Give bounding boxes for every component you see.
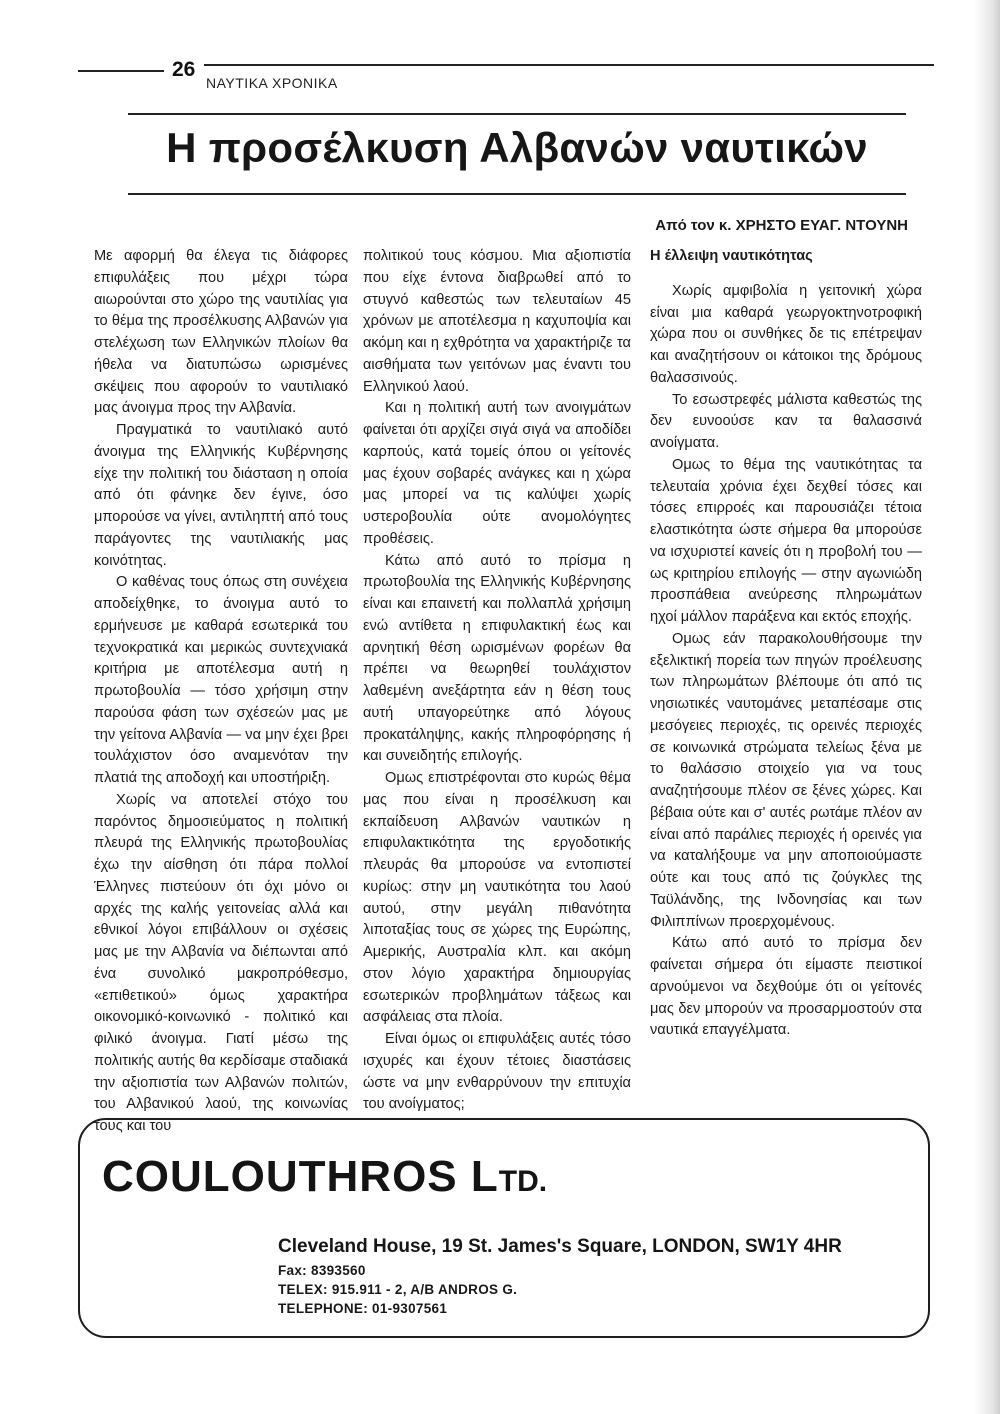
company-telex: TELEX: 915.911 - 2, A/B ANDROS G.	[278, 1282, 518, 1297]
paragraph: Κάτω από αυτό το πρίσμα δεν φαίνεται σήμερα ότι είμαστε πειστικοί αρνούμενοι να δεχθούμε ότι οι γείτονές μας δεν μπορούν να προσαρμοστούν στα ναυτικά επαγγέλματα.	[650, 935, 922, 1039]
paragraph: Ομως εάν παρακολουθήσουμε την εξελικτική πορεία των πηγών προέλευσης των πληρωμάτων βλέπουμε ότι από τις νησιωτικές ναυτομάνες μεταπέσαμε στις μεσόγειες περιοχές, τις ορεινές περιοχές σε κοινωνικά στρώματα τελείως ξένα με το θαλάσσιο στοιχείο για να τους αναζητήσουμε πλέον σε ξένες χώρες. Και βέβαια ούτε και σ' αυτές ρωτάμε πλέον αν είναι από παράλιες περιοχές ή ορεινές για να καταλήξουμε να μην αποποιούμαστε ούτε και τους από τις ζούγκλες της Ταϋλάνδης, της Ινδονησίας και των Φιλιππίνων προερχομένους.	[650, 630, 922, 930]
paragraph: Το εσωστρεφές μάλιστα καθεστώς της δεν ευνοούσε καν τα θαλασσινά ανοίγματα.	[650, 391, 922, 451]
article-title: Η προσέλκυση Αλβανών ναυτικών	[166, 124, 868, 171]
paragraph: Με αφορμή θα έλεγα τις διάφορες επιφυλάξεις που μέχρι τώρα αιωρούνται στο χώρο της ναυτιλίας για το θέμα της προσέλκυσης Αλβανών για στελέχωση των Ελληνικών πλοίων θα ήθελα να διατυπώσω ωρισμένες σκέψεις που αφορούν το ναυτιλιακό μας άνοιγμα προς την Αλβανία.	[94, 248, 348, 417]
section-subheading: Η έλλειψη ναυτικότητας	[650, 248, 813, 264]
paragraph: Χωρίς να αποτελεί στόχο του παρόντος δημοσιεύματος η πολιτική πλευρά της Ελληνικής πρωτοβουλίας έχω την αίσθηση ότι πάρα πολλοί Έλληνες πιστεύουν ότι όχι μόνο οι αρχές της καλής γειτονείας αλλά και εθνικοί λόγοι επιβάλλουν οι σχέσεις μας με την Αλβανία να διέπωνται από ένα συνολικό μακροπρόθεσμο, «επιθετικού» όμως χαρακτήρα οικονομικό-κοινωνικό - πολιτικό και φιλικό άνοιγμα. Γιατί μέσω της πολιτικής αυτής θα κερδίσαμε σταδιακά την αξιοπιστία των Αλβανών πολιτών, του Αλβανικού λαού, της κοινωνίας τους και του	[94, 791, 348, 1134]
title-rule-top	[128, 113, 906, 115]
paragraph: πολιτικού τους κόσμου. Μια αξιοπιστία που είχε έντονα διαβρωθεί από το στυγνό καθεστώς των τελευταίων 45 χρόνων με αποτέλεσμα η καχυποψία και ακόμη και η εχθρότητα να χαρακτήριζε τα αισθήματα των γειτόνων μας έναντι του Ελληνικού λαού.	[363, 248, 631, 395]
byline	[655, 217, 908, 234]
advertisement-box	[78, 1118, 930, 1338]
paragraph: Ο καθένας τους όπως στη συνέχεια αποδείχθηκε, το άνοιγμα αυτό το ερμήνευσε με καθαρά εσωτερικά του τεχνοκρατικά και μερικώς συντεχνιακά κριτήρια με αποτέλεσμα αυτή η πρωτοβουλία — τόσο χρήσιμη στην παρούσα φάση των σχέσεών μας με την γείτονα Αλβανία — να μην έχει βρει τουλάχιστον όσο αναμενόταν την πλατιά της αποδοχή και υποστήριξη.	[94, 574, 348, 786]
paragraph: Και η πολιτική αυτή των ανοιγμάτων φαίνεται ότι αρχίζει σιγά σιγά να αποδίδει καρπούς, κατά τομείς όπου οι γείτονές μας έχουν σοβαρές ανάγκες και η χώρα μας μπορεί να τις καλύψει χωρίς υστεροβουλία ούτε ανομολόγητες προθέσεις.	[363, 400, 631, 547]
page-number: 26	[172, 58, 196, 81]
paragraph: Ομως επιστρέφονται στο κυρώς θέμα μας που είναι η προσέλκυση και εκπαίδευση Αλβανών ναυτικών η επιφυλακτικότητα της εργοδοτικής πλευράς θα μπορούσε να εντοπιστεί κυρίως: στην μη ναυτικότητα του λαού αυτού, στην μεγάλη πιθανότητα λιποταξίας τους σε χώρες της Ευρώπης, Αμερικής, Αυστραλία κλπ. και ακόμη στον λόγιο χαρακτήρα δημιουργίας εσωτερικών προβλημάτων τάξεως και ασφάλειας στα πλοία.	[363, 770, 631, 1026]
article-column-1	[94, 246, 348, 1138]
title-rule-bottom	[128, 193, 906, 195]
company-name-suffix: TD.	[498, 1165, 548, 1198]
header-rule-left	[78, 70, 164, 72]
header-rule-right	[204, 64, 934, 66]
article-column-2	[363, 246, 631, 1116]
company-name	[102, 1152, 547, 1202]
paragraph: Ομως το θέμα της ναυτικότητας τα τελευταία χρόνια έχει δεχθεί τόσες και τόσες επιρροές και παρουσιάζει τέτοια ελαστικότητα ώστε σήμερα θα μπορούσε να ισχυριστεί κανείς ότι η προβολή του — ως κριτηρίου επιλογής — στην αγωνιώδη προσπάθεια ανεύρεσης πληρωμάτων ηχοί μάλλον παράξενα και εκτός εποχής.	[650, 456, 922, 625]
magazine-name: ΝΑΥΤΙΚΑ ΧΡΟΝΙΚΑ	[206, 75, 338, 91]
byline-prefix: Από τον κ.	[655, 217, 732, 234]
company-name-main: COULOUTHROS L	[102, 1152, 499, 1201]
paragraph: Κάτω από αυτό το πρίσμα η πρωτοβουλία της Ελληνικής Κυβέρνησης είναι και επαινετή και πολλαπλά χρήσιμη ενώ αντίθετα η επιφυλακτική έως και αρνητική θέση ωρισμένων φορέων θα πρέπει να θεωρηθεί τουλάχιστον λαθεμένη ανεξάρτητα εάν η θέση τους αυτή υπαγορεύτηκε από λόγους προκατάληψης, κακής πληροφόρησης ή και συνειδητής επιλογής.	[363, 552, 631, 765]
byline-author: ΧΡΗΣΤΟ ΕΥΑΓ. ΝΤΟΥΝΗ	[735, 217, 908, 234]
paragraph: Πραγματικά το ναυτιλιακό αυτό άνοιγμα της Ελληνικής Κυβέρνησης είχε την πολιτική του διάσταση η οποία από ότι φάνηκε δεν έγινε, όσο μπορούσε να γίνει, αντιληπτή από τους παράγοντες της ναυτιλιακής μας κοινότητας.	[94, 422, 348, 569]
article-column-3	[650, 246, 922, 1042]
company-telephone: TELEPHONE: 01-9307561	[278, 1301, 448, 1316]
company-fax: Fax: 8393560	[278, 1263, 366, 1278]
page-edge-shadow	[974, 0, 1000, 1414]
company-address: Cleveland House, 19 St. James's Square, LONDON, SW1Y 4HR	[278, 1236, 842, 1257]
paragraph: Είναι όμως οι επιφυλάξεις αυτές τόσο ισχυρές και έχουν τέτοιες διαστάσεις ώστε να μην ενθαρρύνουν την επιτυχία του ανοίγματος;	[363, 1031, 631, 1113]
paragraph: Χωρίς αμφιβολία η γειτονική χώρα είναι μια καθαρά γεωργοκτηνοτροφική χώρα που οι συνθήκες δε τις επέτρεψαν και αναζητήσουν οι κάτοικοι της δρόμους θαλασσινούς.	[650, 282, 922, 386]
